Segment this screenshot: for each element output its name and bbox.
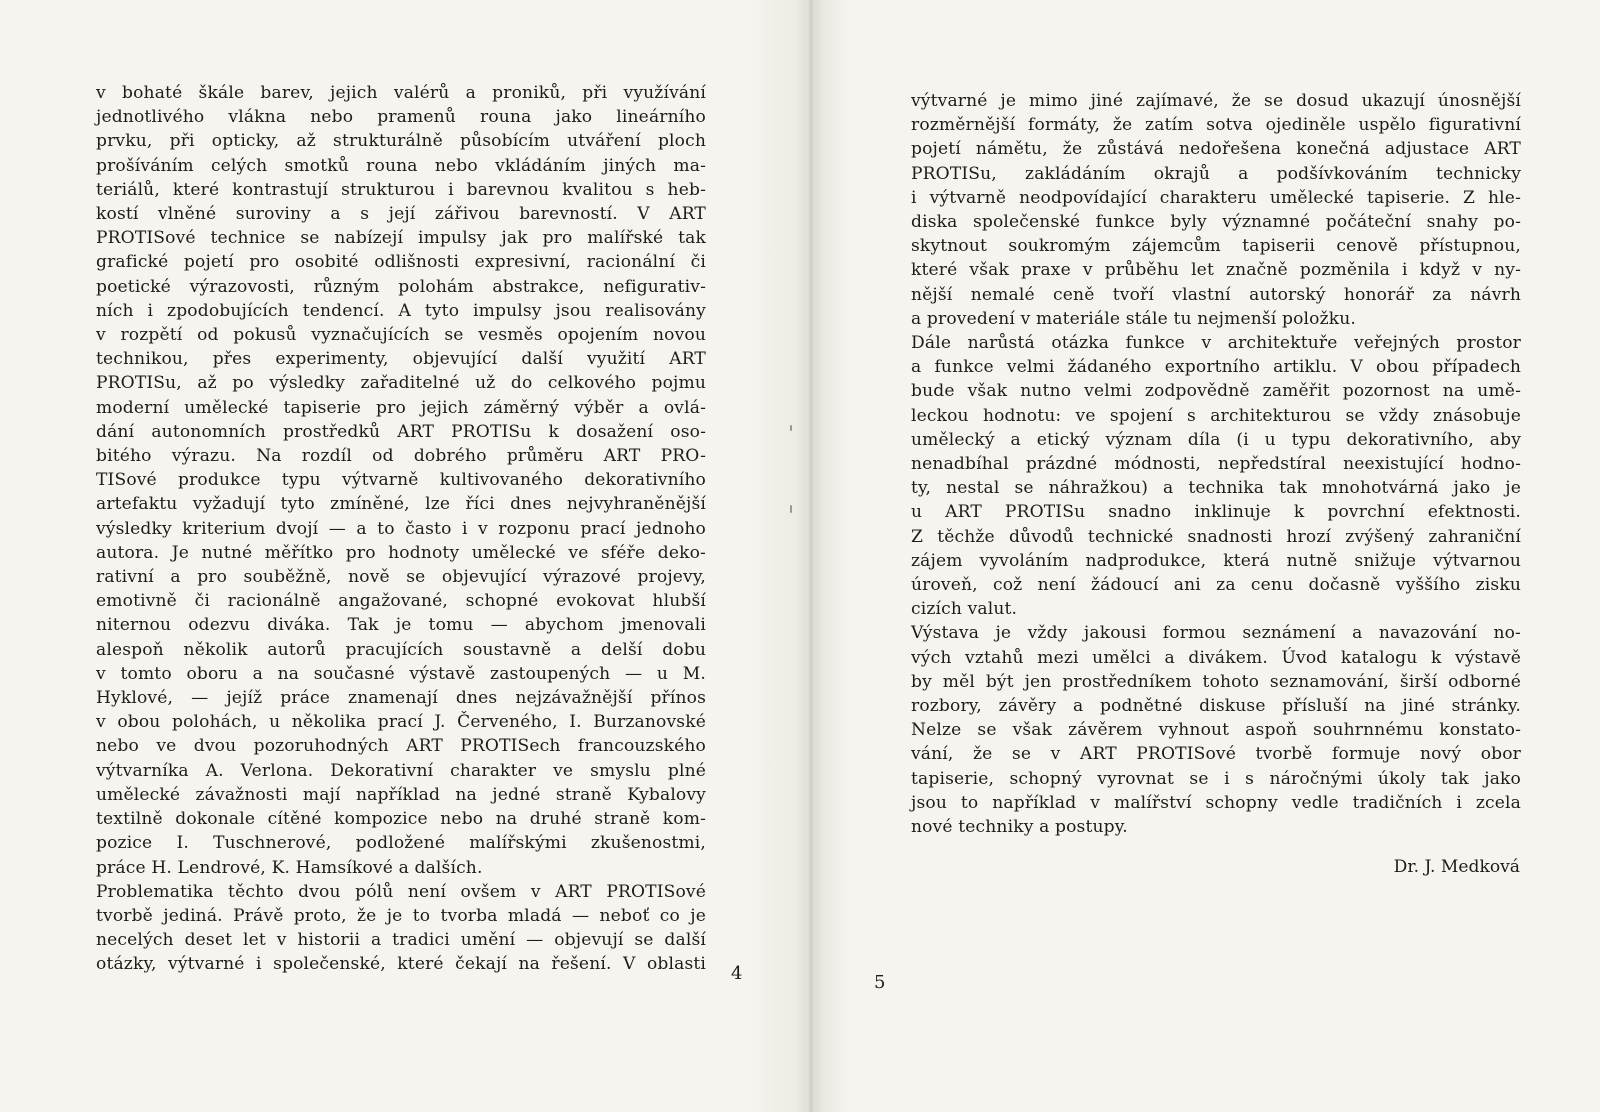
text-line: nější nemalé ceně tvoří vlastní autorský honorář za návrh (911, 284, 1521, 305)
text-line: diska společenské funkce byly významné počáteční snahy po- (911, 212, 1521, 233)
text-line: ty, nestal se náhražkou) a technika tak mnohotvárná jako je (911, 478, 1521, 499)
text-line: bude však nutno velmi zodpovědně zaměřit pozornost na umě- (911, 381, 1521, 402)
text-line: skytnout soukromým zájemcům tapiserii cenově přístupnou, (911, 236, 1521, 257)
paper-speck (790, 425, 792, 431)
text-line: Výstava je vždy jakousi formou seznámení a navazování no- (911, 623, 1521, 644)
text-line: rozbory, závěry a podnětné diskuse přísluší na jiné stránky. (911, 696, 1521, 717)
text-line: jsou to například v malířství schopny vedle tradičních i zcela (911, 792, 1521, 813)
text-line: práce H. Lendrové, K. Hamsíkové a dalších. (96, 857, 483, 878)
text-line: alespoň několik autorů pracujících soustavně a delší dobu (96, 639, 706, 660)
text-line: Z těchže důvodů technické snadnosti hrozí zvýšený zahraniční (911, 526, 1521, 547)
right-page-text (911, 89, 1521, 839)
text-line: cizích valut. (911, 599, 1018, 620)
text-line: úroveň, což není žádoucí ani za cenu dočasně vyššího zisku (911, 575, 1521, 596)
text-line: i výtvarně neodpovídající charakteru umělecké tapiserie. Z hle- (911, 187, 1521, 208)
text-line: leckou hodnotu: ve spojení s architekturou se vždy znásobuje (911, 405, 1521, 426)
text-line: bitého výrazu. Na rozdíl od dobrého průměru ART PRO- (96, 446, 706, 467)
text-line: umělecký a etický význam díla (i u typu dekorativního, aby (911, 429, 1521, 450)
text-line: pozice I. Tuschnerové, podložené malířskými zkušenostmi, (96, 833, 706, 854)
text-line: tvorbě jediná. Právě proto, že je to tvorba mladá — neboť co je (96, 905, 706, 926)
text-line: u ART PROTISu snadno inklinuje k povrchní efektnosti. (911, 502, 1521, 523)
text-line: necelých deset let v historii a tradici umění — objevují se další (96, 930, 706, 951)
text-line: Problematika těchto dvou pólů není ovšem v ART PROTISové (96, 881, 706, 902)
text-line: niternou odezvu diváka. Tak je tomu — abychom jmenovali (96, 615, 706, 636)
text-line: nebo ve dvou pozoruhodných ART PROTISech francouzského (96, 736, 706, 757)
text-line: v obou polohách, u několika prací J. Červeného, I. Burzanovské (96, 712, 706, 733)
text-line: prvku, při opticky, až strukturálně působícím utváření ploch (96, 131, 706, 152)
text-line: technikou, přes experimenty, objevující další využití ART (96, 349, 706, 370)
right-page-number: 5 (874, 972, 886, 993)
text-line: autora. Je nutné měřítko pro hodnoty umělecké ve sféře deko- (96, 542, 706, 563)
text-line: PROTISové technice se nabízejí impulsy jak pro malířské tak (96, 228, 706, 249)
text-line: teriálů, které kontrastují strukturou i barevnou kvalitou s heb- (96, 179, 706, 200)
paper-speck (790, 505, 792, 513)
left-page-text (96, 81, 706, 977)
text-line: vání, že se v ART PROTISové tvorbě formuje nový obor (911, 744, 1521, 765)
text-line: PROTISu, zakládáním okrajů a podšívkováním technicky (911, 163, 1521, 184)
text-line: výsledky kriterium dvojí — a to často i v rozponu prací jednoho (96, 518, 706, 539)
text-line: rozměrnější formáty, že zatím sotva ojediněle uspělo figurativní (911, 115, 1521, 136)
text-line: a funkce velmi žádaného exportního artiklu. V obou případech (911, 357, 1521, 378)
text-line: prošíváním celých smotků rouna nebo vkládáním jiných ma- (96, 155, 706, 176)
text-line: textilně dokonale cítěné kompozice nebo na druhé straně kom- (96, 809, 706, 830)
text-line: výtvarné je mimo jiné zajímavé, že se dosud ukazují únosnější (911, 91, 1521, 111)
text-line: umělecké závažnosti mají například na jedné straně Kybalovy (96, 784, 706, 805)
author-signature: Dr. J. Medková (1393, 857, 1520, 877)
text-line: a provedení v materiále stále tu nejmenší položku. (911, 308, 1356, 329)
text-line: emotivně či racionálně angažované, schopné evokovat hlubší (96, 591, 706, 612)
text-line: jednotlivého vlákna nebo pramenů rouna jako lineárního (96, 107, 706, 128)
text-line: rativní a pro souběžně, nově se objevující výrazové projevy, (96, 567, 706, 588)
text-line: by měl být jen prostředníkem tohoto seznamování, širší odborné (911, 671, 1521, 692)
text-line: kostí vlněné suroviny a s její zářivou barevností. V ART (96, 204, 706, 225)
text-line: Hyklové, — jejíž práce znamenají dnes nejzávažnější přínos (96, 688, 706, 709)
text-line: Nelze se však závěrem vyhnout aspoň souhrnnému konstato- (911, 720, 1521, 741)
text-line: tapiserie, schopný vyrovnat se i s náročnými úkoly tak jako (911, 768, 1521, 789)
text-line: poetické výrazovosti, různým polohám abstrakce, nefigurativ- (96, 276, 706, 297)
left-page-number: 4 (731, 963, 743, 984)
book-gutter (807, 0, 815, 1112)
text-line: výtvarníka A. Verlona. Dekorativní charakter ve smyslu plné (96, 760, 706, 781)
text-line: artefaktu vyžadují tyto zmíněné, lze říci dnes nejvyhraněnější (96, 494, 706, 515)
text-line: pojetí námětu, že zůstává nedořešena konečná adjustace ART (911, 139, 1521, 160)
text-line: v tomto oboru a na současné výstavě zastoupených — u M. (96, 663, 706, 684)
text-line: moderní umělecké tapiserie pro jejich záměrný výběr a ovlá- (96, 397, 706, 418)
text-line: vých vztahů mezi umělci a divákem. Úvod katalogu k výstavě (911, 647, 1521, 668)
text-line: PROTISu, až po výsledky zařaditelné už do celkového pojmu (96, 373, 706, 394)
text-line: dání autonomních prostředků ART PROTISu k dosažení oso- (96, 421, 706, 442)
text-line: nové techniky a postupy. (911, 817, 1128, 838)
text-line: nenadbíhal prázdné módnosti, nepředstíral neexistující hodno- (911, 454, 1521, 475)
text-line: zájem vyvoláním nadprodukce, která nutně snižuje výtvarnou (911, 550, 1521, 571)
text-line: v rozpětí od pokusů vyznačujících se vesměs opojením novou (96, 325, 706, 346)
text-line: které však praxe v průběhu let značně pozměnila i když v ny- (911, 260, 1521, 281)
text-line: ních i zpodobujících tendencí. A tyto impulsy jsou realisovány (96, 300, 706, 321)
text-line: otázky, výtvarné i společenské, které čekají na řešení. V oblasti (96, 954, 706, 975)
text-line: v bohaté škále barev, jejich valérů a proniků, při využívání (96, 83, 706, 103)
text-line: Dále narůstá otázka funkce v architektuře veřejných prostor (911, 333, 1521, 354)
text-line: grafické pojetí pro osobité odlišnosti expresivní, racionální či (96, 252, 706, 273)
text-line: TISové produkce typu výtvarně kultivovaného dekorativního (96, 470, 706, 491)
